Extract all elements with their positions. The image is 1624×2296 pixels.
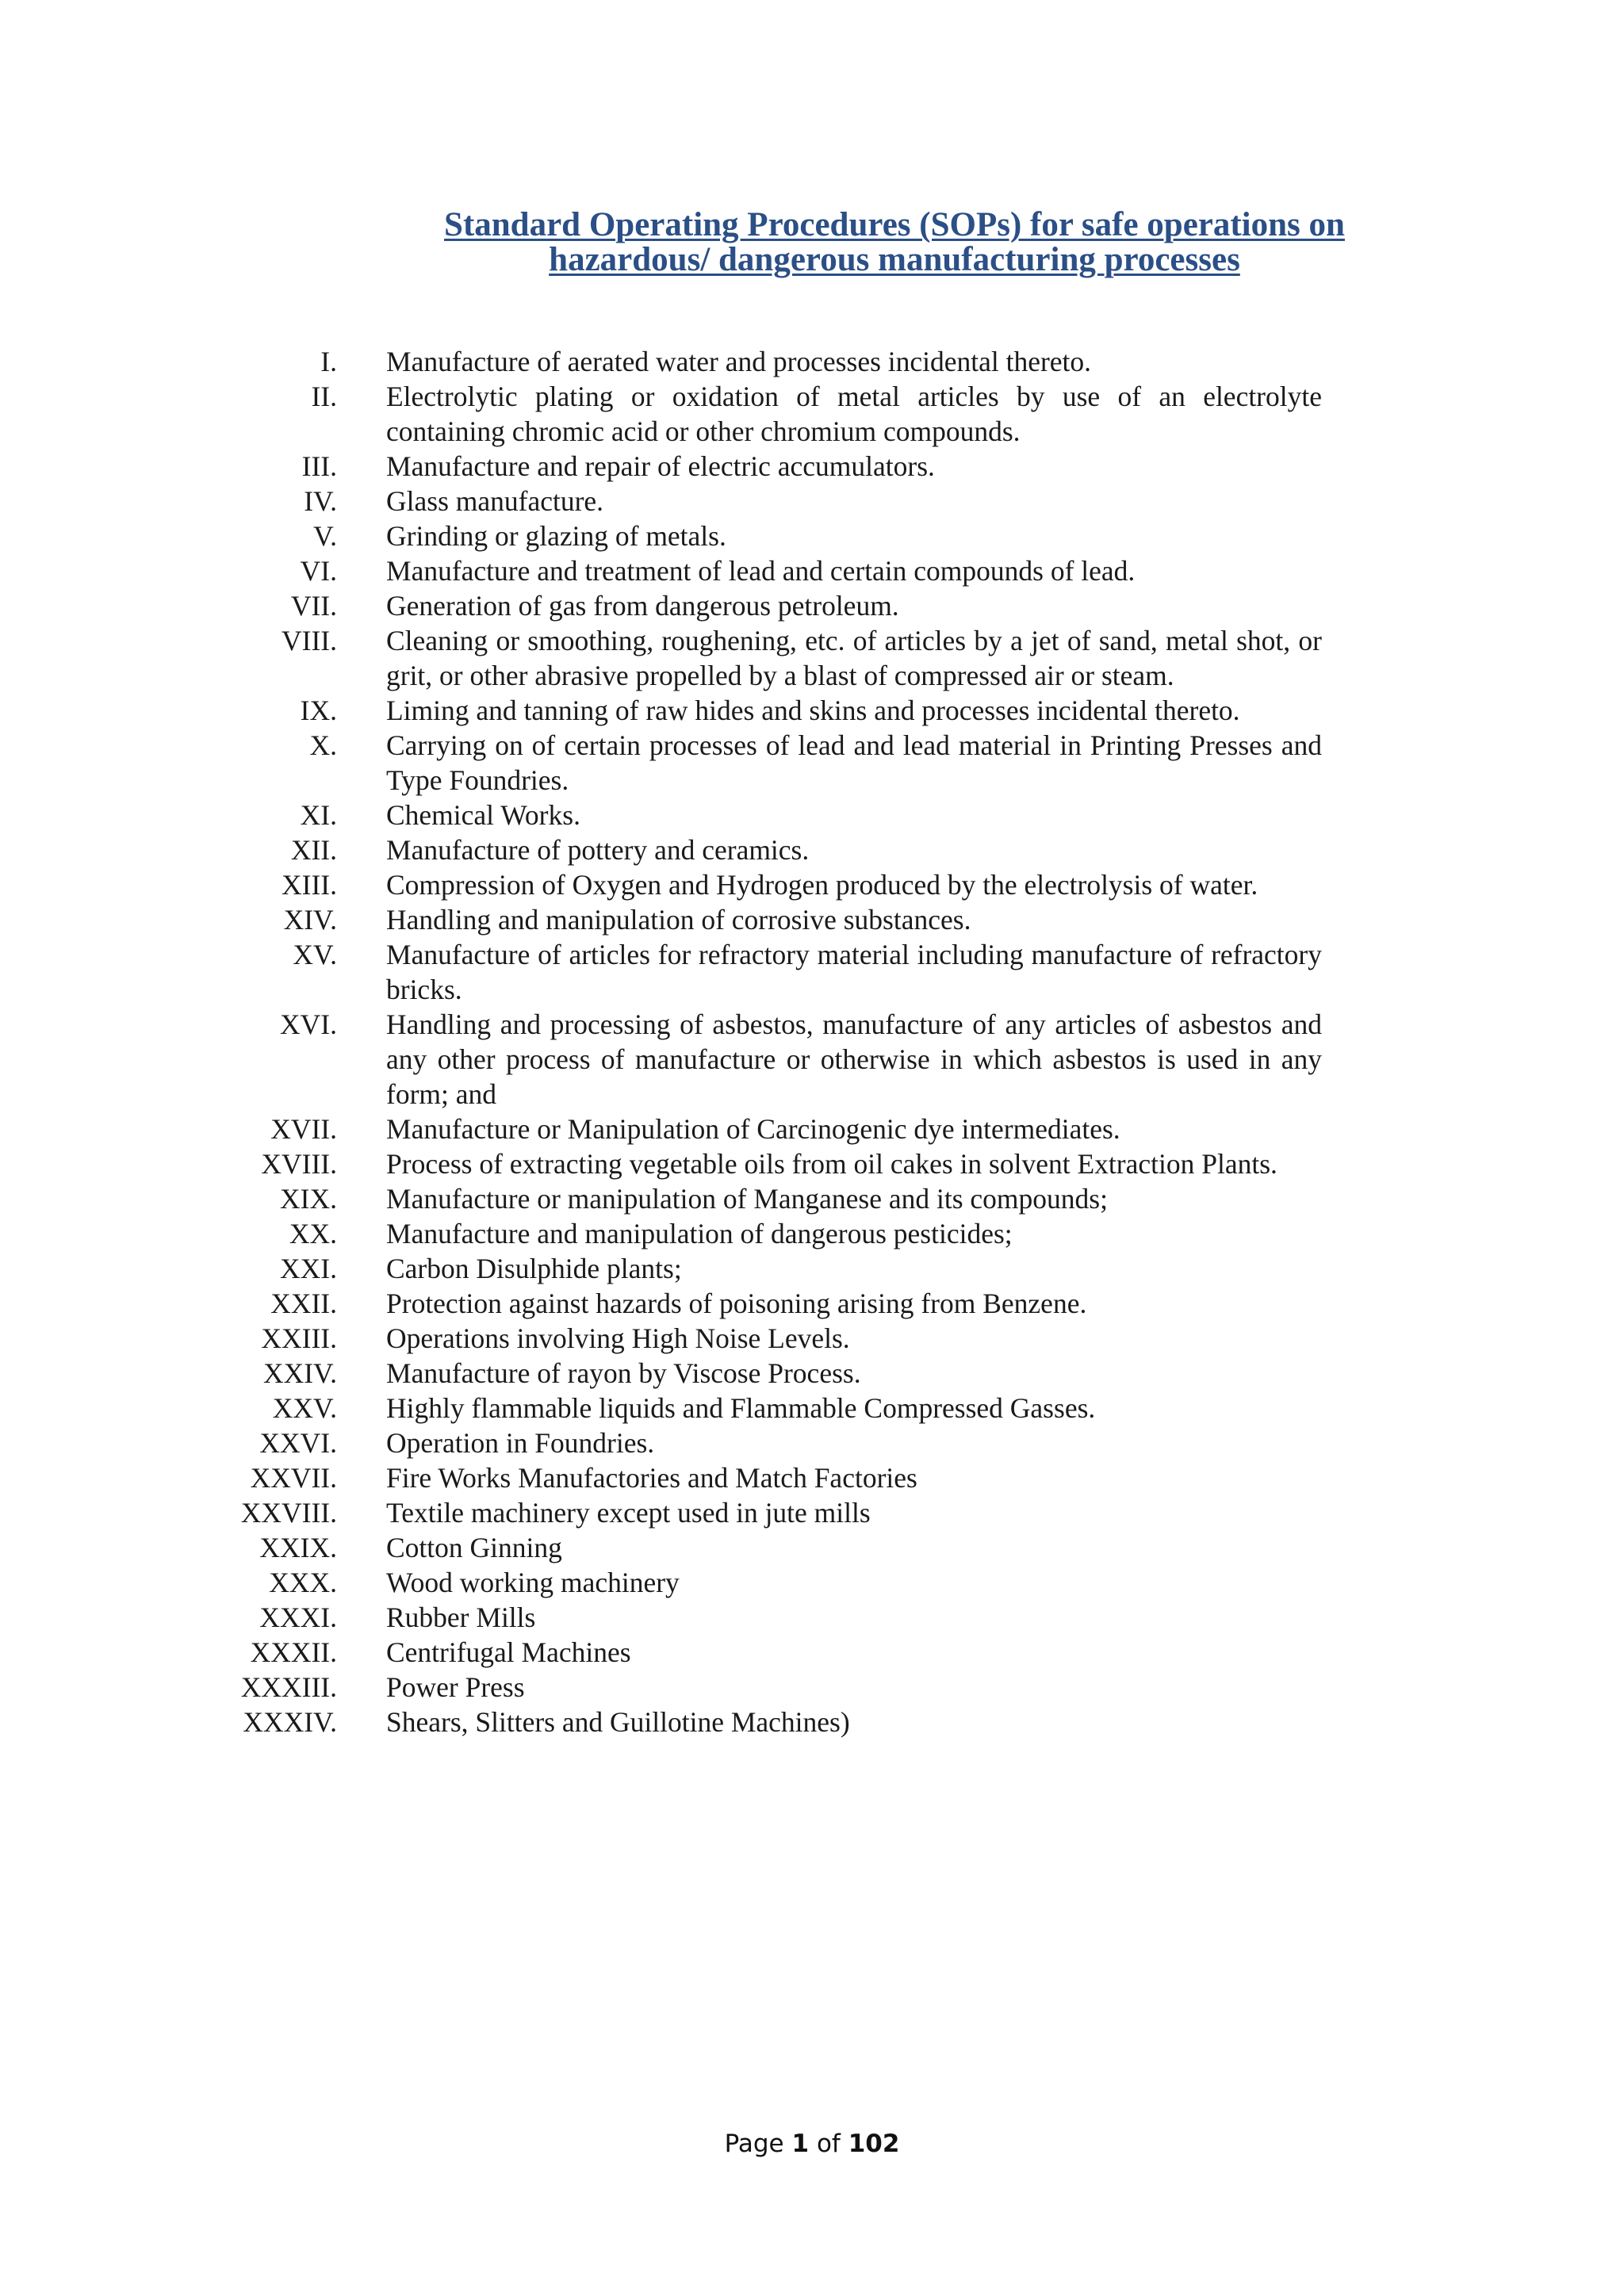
- list-item-number: V.: [313, 520, 337, 552]
- list-item-text: Shears, Slitters and Guillotine Machines): [386, 1706, 850, 1738]
- list-item-number: XXXIII.: [240, 1671, 337, 1703]
- list-item: [198, 1705, 1324, 1739]
- list-item-number: IX.: [300, 695, 337, 726]
- list-item-number: XXIII.: [261, 1322, 337, 1354]
- list-item-text: Cleaning or smoothing, roughening, etc. of articles by a jet of sand, metal shot, or grit, or other abrasive propelled by a blast of compressed air or steam.: [386, 625, 1322, 691]
- list-item-text: Manufacture or manipulation of Manganese and its compounds;: [386, 1183, 1108, 1215]
- list-item-number: XXXII.: [250, 1636, 337, 1668]
- list-item-number: XII.: [290, 834, 337, 866]
- list-item-text: Carbon Disulphide plants;: [386, 1253, 682, 1284]
- list-item-number: X.: [309, 729, 337, 761]
- list-item: [198, 1216, 1324, 1251]
- page-footer: [0, 2130, 1624, 2158]
- list-item-number: XVI.: [280, 1008, 337, 1040]
- list-item-text: Generation of gas from dangerous petroleum.: [386, 590, 899, 622]
- list-item: [198, 1495, 1324, 1530]
- list-item: [198, 1251, 1324, 1286]
- list-item-text: Cotton Ginning: [386, 1532, 562, 1563]
- list-item-number: XXX.: [269, 1567, 337, 1598]
- page-separator: of: [816, 2130, 841, 2158]
- list-item-number: II.: [311, 381, 337, 412]
- list-item: [198, 1425, 1324, 1460]
- list-item: [198, 519, 1324, 553]
- list-item: [198, 1286, 1324, 1321]
- list-item-text: Manufacture or Manipulation of Carcinogenic dye intermediates.: [386, 1113, 1120, 1145]
- list-item-number: XVIII.: [261, 1148, 337, 1180]
- list-item-text: Process of extracting vegetable oils from oil cakes in solvent Extraction Plants.: [386, 1148, 1277, 1180]
- list-item-text: Manufacture of pottery and ceramics.: [386, 834, 810, 866]
- list-item-text: Glass manufacture.: [386, 485, 604, 517]
- list-item-text: Wood working machinery: [386, 1567, 680, 1598]
- list-item: [198, 588, 1324, 623]
- list-item-number: I.: [320, 346, 337, 377]
- list-item-text: Centrifugal Machines: [386, 1636, 631, 1668]
- list-item: [198, 379, 1324, 449]
- list-item: [198, 1181, 1324, 1216]
- list-item-text: Manufacture of aerated water and processes incidental thereto.: [386, 346, 1092, 377]
- list-item-text: Manufacture of rayon by Viscose Process.: [386, 1357, 861, 1389]
- list-item-text: Compression of Oxygen and Hydrogen produced by the electrolysis of water.: [386, 869, 1258, 901]
- list-item: [198, 728, 1324, 798]
- list-item-text: Chemical Works.: [386, 799, 580, 831]
- list-item-text: Handling and processing of asbestos, manufacture of any articles of asbestos and any other process of manufacture or otherwise in which asbestos is used in any form; and: [386, 1008, 1322, 1110]
- list-item: [198, 623, 1324, 693]
- list-item-text: Operation in Foundries.: [386, 1427, 655, 1459]
- list-item: [198, 798, 1324, 832]
- current-page-number: 1: [791, 2130, 810, 2158]
- title-line-1: Standard Operating Procedures (SOPs) for safe operations on: [444, 206, 1345, 243]
- list-item: [198, 867, 1324, 902]
- list-item-number: XIV.: [283, 904, 337, 936]
- list-item: [198, 693, 1324, 728]
- list-item: [198, 902, 1324, 937]
- list-item: [198, 832, 1324, 867]
- list-item-number: XI.: [300, 799, 337, 831]
- list-item: [198, 1007, 1324, 1112]
- list-item: [198, 1391, 1324, 1425]
- list-item-text: Liming and tanning of raw hides and skins and processes incidental thereto.: [386, 695, 1240, 726]
- list-item: [198, 1146, 1324, 1181]
- list-item-text: Grinding or glazing of metals.: [386, 520, 726, 552]
- list-item: [198, 1565, 1324, 1600]
- list-item: [198, 449, 1324, 484]
- list-item-number: XVII.: [270, 1113, 337, 1145]
- list-item-number: XXII.: [270, 1288, 337, 1319]
- list-item-text: Protection against hazards of poisoning arising from Benzene.: [386, 1288, 1087, 1319]
- list-item-number: XV.: [293, 939, 337, 970]
- list-item-number: XXIV.: [262, 1357, 337, 1389]
- list-item: [198, 1112, 1324, 1146]
- list-item-text: Textile machinery except used in jute mills: [386, 1497, 871, 1529]
- document-title: [387, 208, 1402, 277]
- list-item-text: Handling and manipulation of corrosive substances.: [386, 904, 971, 936]
- list-item: [198, 553, 1324, 588]
- list-item: [198, 1635, 1324, 1670]
- list-item: [198, 1670, 1324, 1705]
- list-item-text: Rubber Mills: [386, 1601, 536, 1633]
- list-item-number: XXV.: [272, 1392, 337, 1424]
- list-item: [198, 1321, 1324, 1356]
- list-item-text: Carrying on of certain processes of lead and lead material in Printing Presses and Type Foundries.: [386, 729, 1322, 796]
- list-item-number: XXI.: [280, 1253, 337, 1284]
- list-item-number: XXIX.: [259, 1532, 337, 1563]
- list-item-text: Manufacture and treatment of lead and certain compounds of lead.: [386, 555, 1136, 587]
- list-item: [198, 1460, 1324, 1495]
- list-item-text: Electrolytic plating or oxidation of metal articles by use of an electrolyte containing chromic acid or other chromium compounds.: [386, 381, 1322, 447]
- list-item: [198, 344, 1324, 379]
- list-item-text: Power Press: [386, 1671, 525, 1703]
- list-item-number: VI.: [300, 555, 337, 587]
- list-item-number: XXXIV.: [243, 1706, 337, 1738]
- list-item: [198, 937, 1324, 1007]
- list-item-number: XIX.: [280, 1183, 337, 1215]
- list-item: [198, 1356, 1324, 1391]
- list-item-number: XXXI.: [259, 1601, 337, 1633]
- list-item: [198, 1530, 1324, 1565]
- list-item-number: XXVI.: [259, 1427, 337, 1459]
- list-item-number: VIII.: [282, 625, 337, 656]
- list-item-number: XXVIII.: [240, 1497, 337, 1529]
- list-item-text: Fire Works Manufactories and Match Factories: [386, 1462, 917, 1494]
- list-item-number: XIII.: [282, 869, 337, 901]
- list-item-number: III.: [301, 450, 337, 482]
- list-item-number: VII.: [290, 590, 337, 622]
- title-line-2: hazardous/ dangerous manufacturing processes: [549, 241, 1240, 278]
- list-item-text: Highly flammable liquids and Flammable Compressed Gasses.: [386, 1392, 1096, 1424]
- list-item-text: Manufacture of articles for refractory material including manufacture of refractory bricks.: [386, 939, 1322, 1005]
- list-item-number: XX.: [289, 1218, 337, 1249]
- list-item-number: IV.: [304, 485, 337, 517]
- process-list: [198, 344, 1324, 1739]
- total-page-count: 102: [848, 2130, 900, 2158]
- list-item-text: Operations involving High Noise Levels.: [386, 1322, 850, 1354]
- page-label: Page: [724, 2130, 784, 2158]
- list-item-number: XXVII.: [250, 1462, 337, 1494]
- list-item: [198, 1600, 1324, 1635]
- list-item-text: Manufacture and manipulation of dangerous pesticides;: [386, 1218, 1013, 1249]
- list-item-text: Manufacture and repair of electric accumulators.: [386, 450, 935, 482]
- list-item: [198, 484, 1324, 519]
